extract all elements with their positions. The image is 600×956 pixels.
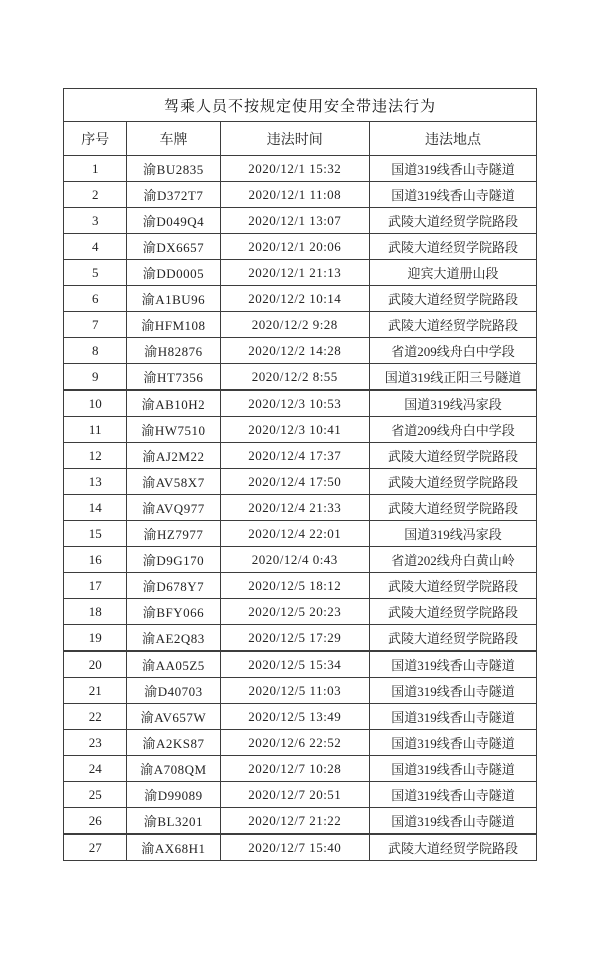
cell-no: 10	[64, 390, 127, 417]
cell-no: 11	[64, 417, 127, 443]
table-row	[64, 547, 537, 573]
cell-plate: 渝AVQ977	[127, 495, 220, 521]
table-row	[64, 599, 537, 625]
cell-no: 14	[64, 495, 127, 521]
table-row	[64, 625, 537, 652]
cell-location: 省道202线舟白黄山岭	[370, 547, 537, 573]
table-row	[64, 521, 537, 547]
violations-table	[63, 88, 537, 861]
cell-time: 2020/12/5 20:23	[220, 599, 369, 625]
cell-no: 21	[64, 678, 127, 704]
cell-location: 国道319线香山寺隧道	[370, 730, 537, 756]
table-row	[64, 417, 537, 443]
table-header-row	[64, 122, 537, 156]
table-row	[64, 312, 537, 338]
cell-plate: 渝D678Y7	[127, 573, 220, 599]
cell-time: 2020/12/7 21:22	[220, 808, 369, 835]
table-row	[64, 756, 537, 782]
cell-plate: 渝DD0005	[127, 260, 220, 286]
cell-location: 武陵大道经贸学院路段	[370, 599, 537, 625]
cell-location: 国道319线香山寺隧道	[370, 782, 537, 808]
cell-time: 2020/12/1 11:08	[220, 182, 369, 208]
cell-no: 23	[64, 730, 127, 756]
table-row	[64, 730, 537, 756]
cell-time: 2020/12/5 13:49	[220, 704, 369, 730]
cell-location: 武陵大道经贸学院路段	[370, 573, 537, 599]
cell-plate: 渝A2KS87	[127, 730, 220, 756]
cell-plate: 渝AE2Q83	[127, 625, 220, 652]
cell-plate: 渝AV657W	[127, 704, 220, 730]
cell-location: 武陵大道经贸学院路段	[370, 834, 537, 861]
cell-plate: 渝D99089	[127, 782, 220, 808]
cell-location: 武陵大道经贸学院路段	[370, 625, 537, 652]
table-row	[64, 469, 537, 495]
table-row	[64, 390, 537, 417]
cell-plate: 渝BFY066	[127, 599, 220, 625]
cell-no: 24	[64, 756, 127, 782]
cell-location: 国道319线正阳三号隧道	[370, 364, 537, 391]
table-row	[64, 704, 537, 730]
cell-no: 25	[64, 782, 127, 808]
cell-no: 26	[64, 808, 127, 835]
table-row	[64, 834, 537, 861]
cell-no: 18	[64, 599, 127, 625]
cell-no: 3	[64, 208, 127, 234]
table-row	[64, 260, 537, 286]
table-body	[64, 156, 537, 861]
cell-plate: 渝D049Q4	[127, 208, 220, 234]
cell-plate: 渝AB10H2	[127, 390, 220, 417]
cell-time: 2020/12/4 0:43	[220, 547, 369, 573]
table-row	[64, 678, 537, 704]
cell-plate: 渝HFM108	[127, 312, 220, 338]
cell-time: 2020/12/3 10:41	[220, 417, 369, 443]
cell-location: 省道209线舟白中学段	[370, 338, 537, 364]
cell-plate: 渝DX6657	[127, 234, 220, 260]
column-header-time: 违法时间	[220, 122, 369, 156]
table-row	[64, 208, 537, 234]
cell-plate: 渝AA05Z5	[127, 651, 220, 678]
cell-time: 2020/12/2 8:55	[220, 364, 369, 391]
cell-no: 20	[64, 651, 127, 678]
cell-no: 13	[64, 469, 127, 495]
cell-plate: 渝AV58X7	[127, 469, 220, 495]
cell-plate: 渝BU2835	[127, 156, 220, 182]
table-row	[64, 182, 537, 208]
cell-time: 2020/12/6 22:52	[220, 730, 369, 756]
cell-plate: 渝A708QM	[127, 756, 220, 782]
column-header-plate: 车牌	[127, 122, 220, 156]
column-header-no: 序号	[64, 122, 127, 156]
cell-location: 省道209线舟白中学段	[370, 417, 537, 443]
cell-time: 2020/12/1 13:07	[220, 208, 369, 234]
table-row	[64, 364, 537, 391]
cell-time: 2020/12/5 11:03	[220, 678, 369, 704]
cell-time: 2020/12/7 15:40	[220, 834, 369, 861]
cell-time: 2020/12/2 14:28	[220, 338, 369, 364]
cell-time: 2020/12/4 22:01	[220, 521, 369, 547]
cell-no: 27	[64, 834, 127, 861]
table-row	[64, 234, 537, 260]
cell-plate: 渝H82876	[127, 338, 220, 364]
cell-location: 迎宾大道册山段	[370, 260, 537, 286]
cell-time: 2020/12/1 21:13	[220, 260, 369, 286]
cell-no: 6	[64, 286, 127, 312]
cell-time: 2020/12/2 10:14	[220, 286, 369, 312]
table-row	[64, 573, 537, 599]
cell-time: 2020/12/7 10:28	[220, 756, 369, 782]
cell-location: 武陵大道经贸学院路段	[370, 443, 537, 469]
cell-no: 12	[64, 443, 127, 469]
cell-location: 国道319线冯家段	[370, 521, 537, 547]
cell-location: 武陵大道经贸学院路段	[370, 208, 537, 234]
cell-no: 7	[64, 312, 127, 338]
cell-time: 2020/12/4 17:50	[220, 469, 369, 495]
cell-no: 16	[64, 547, 127, 573]
table-row	[64, 156, 537, 182]
cell-location: 国道319线香山寺隧道	[370, 678, 537, 704]
cell-time: 2020/12/2 9:28	[220, 312, 369, 338]
cell-no: 17	[64, 573, 127, 599]
cell-no: 4	[64, 234, 127, 260]
table-row	[64, 286, 537, 312]
cell-location: 武陵大道经贸学院路段	[370, 286, 537, 312]
cell-no: 9	[64, 364, 127, 391]
table-row	[64, 808, 537, 835]
cell-plate: 渝BL3201	[127, 808, 220, 835]
cell-no: 8	[64, 338, 127, 364]
cell-plate: 渝D40703	[127, 678, 220, 704]
cell-no: 1	[64, 156, 127, 182]
cell-plate: 渝A1BU96	[127, 286, 220, 312]
cell-location: 国道319线香山寺隧道	[370, 156, 537, 182]
cell-location: 武陵大道经贸学院路段	[370, 234, 537, 260]
cell-plate: 渝AX68H1	[127, 834, 220, 861]
cell-no: 2	[64, 182, 127, 208]
cell-location: 国道319线香山寺隧道	[370, 756, 537, 782]
table-row	[64, 338, 537, 364]
cell-location: 武陵大道经贸学院路段	[370, 495, 537, 521]
cell-location: 国道319线香山寺隧道	[370, 704, 537, 730]
cell-time: 2020/12/4 17:37	[220, 443, 369, 469]
cell-plate: 渝HZ7977	[127, 521, 220, 547]
cell-time: 2020/12/1 20:06	[220, 234, 369, 260]
cell-time: 2020/12/4 21:33	[220, 495, 369, 521]
cell-no: 5	[64, 260, 127, 286]
table-row	[64, 495, 537, 521]
cell-location: 武陵大道经贸学院路段	[370, 469, 537, 495]
cell-no: 15	[64, 521, 127, 547]
cell-no: 22	[64, 704, 127, 730]
cell-location: 国道319线香山寺隧道	[370, 182, 537, 208]
cell-location: 武陵大道经贸学院路段	[370, 312, 537, 338]
cell-time: 2020/12/1 15:32	[220, 156, 369, 182]
cell-no: 19	[64, 625, 127, 652]
cell-time: 2020/12/7 20:51	[220, 782, 369, 808]
cell-time: 2020/12/5 18:12	[220, 573, 369, 599]
cell-plate: 渝D9G170	[127, 547, 220, 573]
cell-plate: 渝HW7510	[127, 417, 220, 443]
cell-time: 2020/12/5 15:34	[220, 651, 369, 678]
cell-plate: 渝HT7356	[127, 364, 220, 391]
cell-time: 2020/12/3 10:53	[220, 390, 369, 417]
column-header-location: 违法地点	[370, 122, 537, 156]
table-title: 驾乘人员不按规定使用安全带违法行为	[64, 89, 537, 122]
table-row	[64, 651, 537, 678]
cell-location: 国道319线香山寺隧道	[370, 808, 537, 835]
table-row	[64, 782, 537, 808]
table-title-row	[64, 89, 537, 122]
cell-location: 国道319线香山寺隧道	[370, 651, 537, 678]
table-row	[64, 443, 537, 469]
cell-plate: 渝D372T7	[127, 182, 220, 208]
cell-location: 国道319线冯家段	[370, 390, 537, 417]
cell-plate: 渝AJ2M22	[127, 443, 220, 469]
cell-time: 2020/12/5 17:29	[220, 625, 369, 652]
